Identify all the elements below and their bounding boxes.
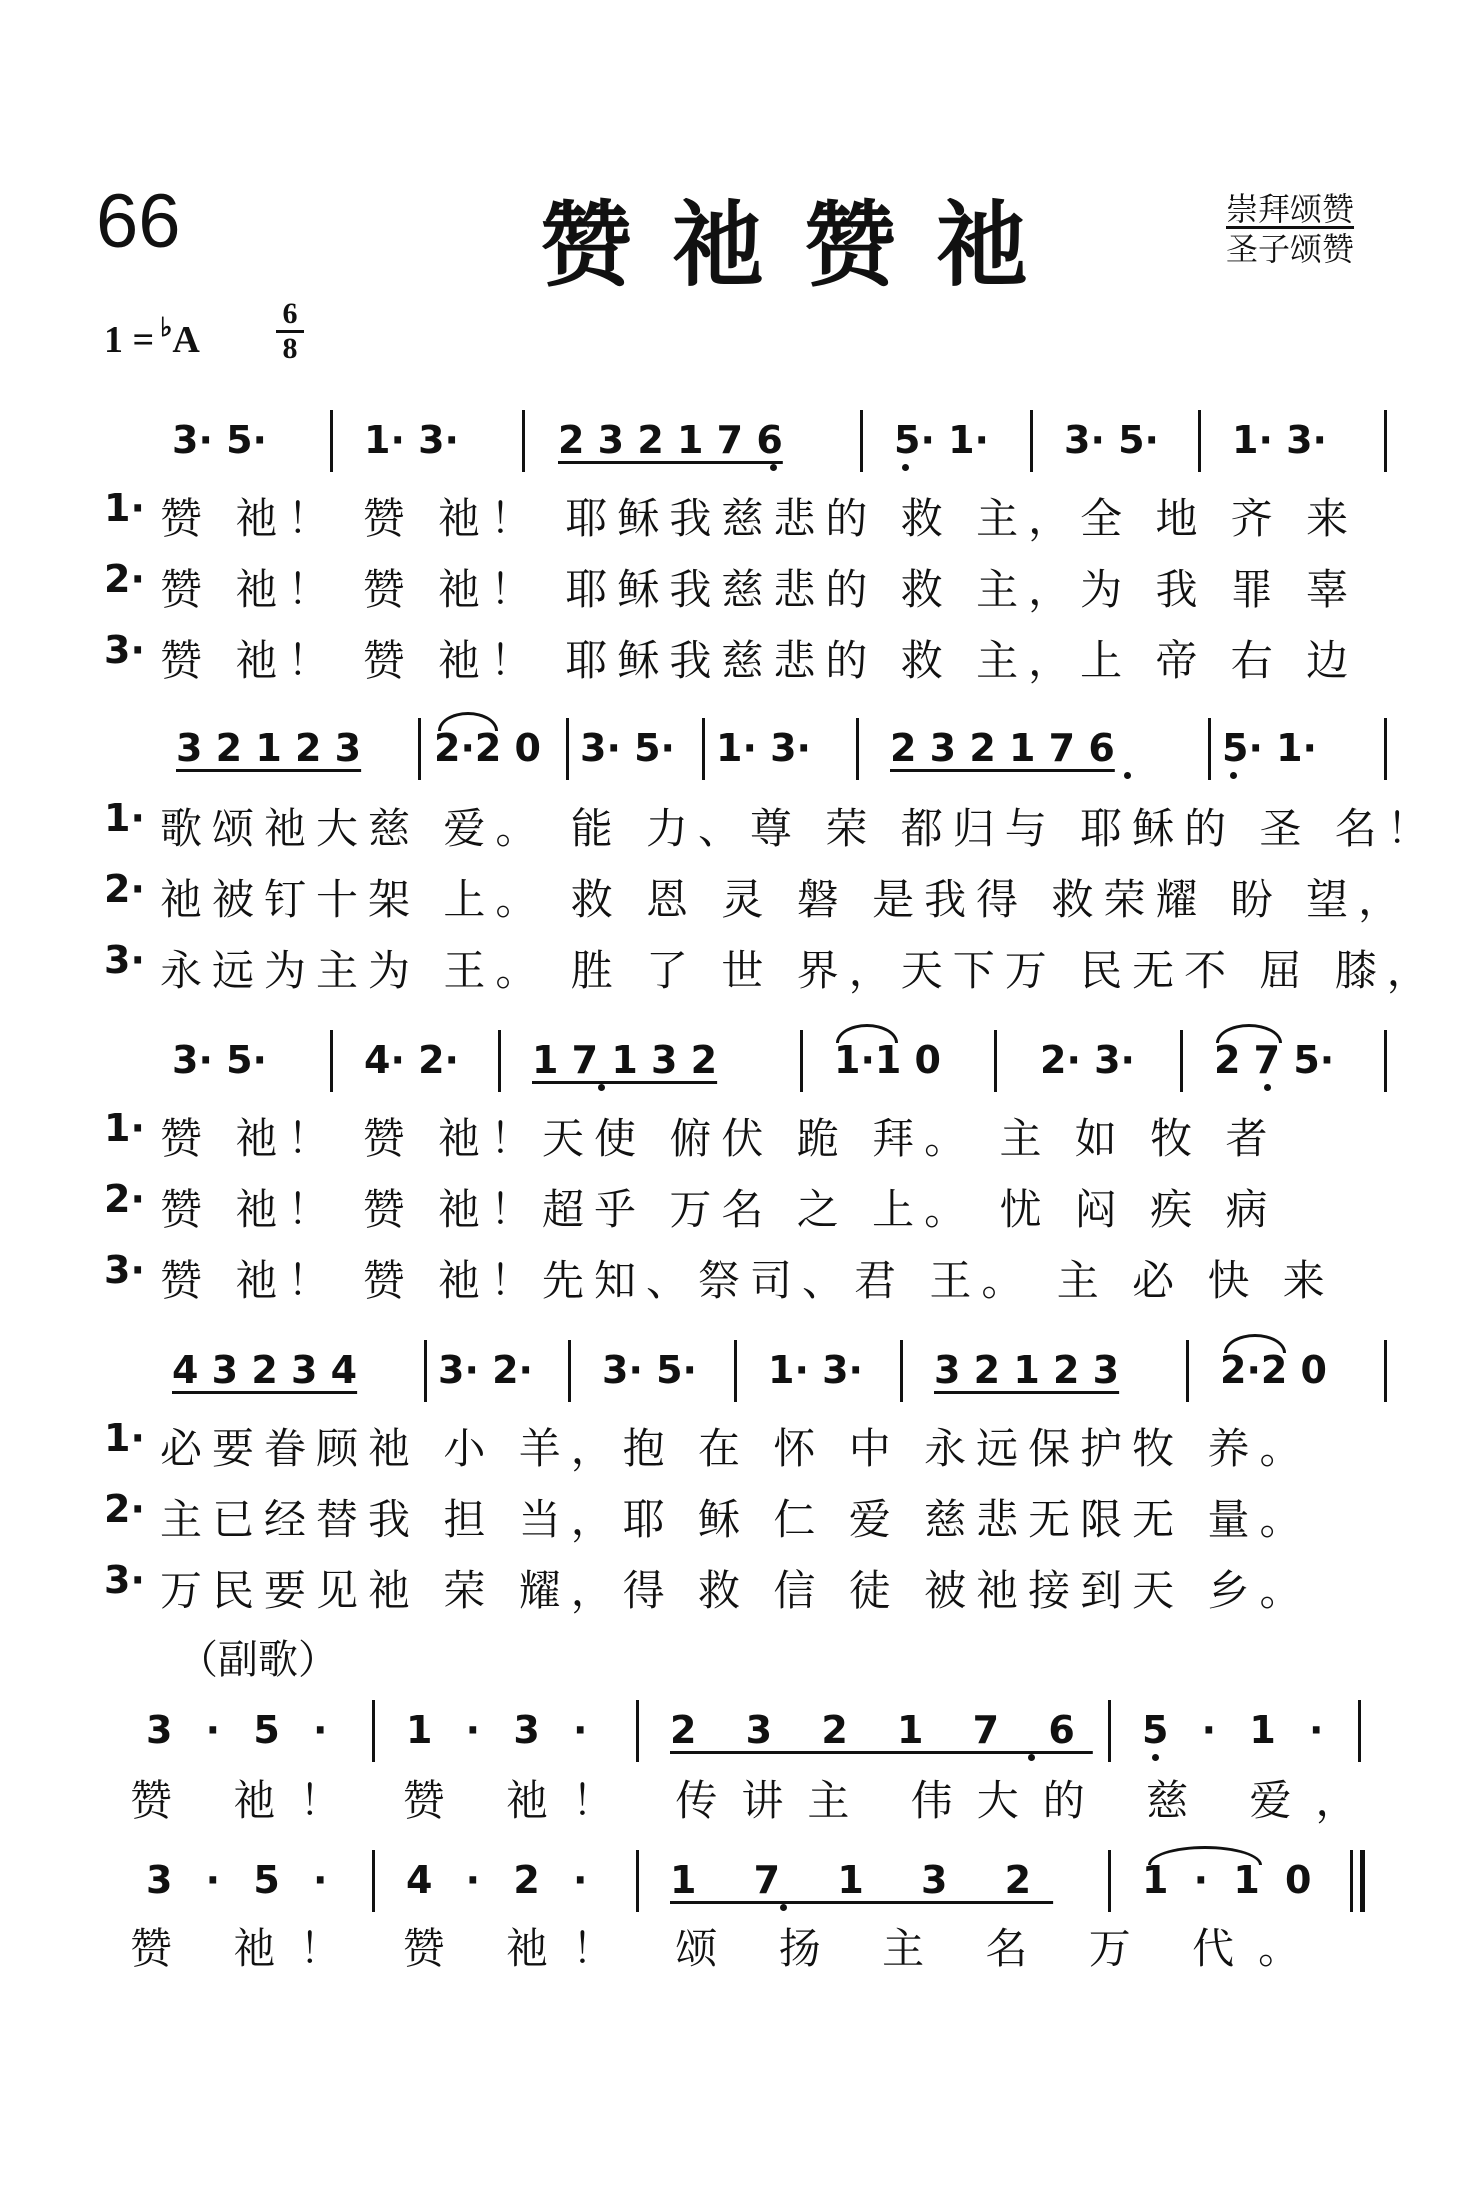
- measure: 5· 1·: [1222, 726, 1317, 770]
- verse-number: 2·: [104, 1177, 145, 1221]
- chorus-lyric-line-2: 赞 祂！ 赞 祂！ 颂 扬 主 名 万 代。: [130, 1924, 1325, 1973]
- barline: [418, 718, 421, 780]
- measure: 2 3 2 1 7 6: [890, 726, 1115, 770]
- measure: 1· 3·: [1232, 418, 1327, 462]
- measure: 1· 3·: [716, 726, 811, 770]
- final-barline-thick: [1360, 1850, 1365, 1912]
- barline: [900, 1340, 903, 1402]
- lyric-text: 必要眷顾祂 小 羊，抱 在 怀 中 永远保护牧 养。: [160, 1424, 1312, 1473]
- barline: [1208, 718, 1211, 780]
- lyric-line: [0, 1171, 1477, 1234]
- measure: 2 3 2 1 7 6: [558, 418, 783, 462]
- measure: 1 7 1 3 2: [532, 1038, 718, 1082]
- lyric-line: [0, 622, 1477, 685]
- barline: [568, 1340, 571, 1402]
- measure: 4· 2·: [364, 1038, 459, 1082]
- barline: [372, 1700, 375, 1762]
- low-octave-dot: [598, 1084, 605, 1091]
- verse-number: 2·: [104, 1487, 145, 1531]
- lyric-text: 主已经替我 担 当，耶 稣 仁 爱 慈悲无限无 量。: [160, 1495, 1312, 1544]
- low-octave-dot: [780, 1904, 787, 1911]
- measure: 3· 5·: [580, 726, 675, 770]
- barline: [1108, 1850, 1111, 1912]
- measure: 1 · 1 0: [1142, 1858, 1318, 1902]
- measure: 3· 2·: [438, 1348, 533, 1392]
- barline: [1186, 1340, 1189, 1402]
- verse-number: 1·: [104, 796, 145, 840]
- lyric-text: 歌颂祂大慈 爱。 能 力、尊 荣 都归与 耶稣的 圣 名！: [160, 804, 1439, 853]
- notation-line: [0, 410, 1477, 470]
- measure: 2 7 5·: [1214, 1038, 1335, 1082]
- measure: 2 3 2 1 7 6: [670, 1708, 1093, 1752]
- lyric-text: 赞 祂！ 赞 祂！ 耶稣我慈悲的 救 主，为 我 罪 辜: [160, 565, 1359, 614]
- lyric-line: [0, 480, 1477, 543]
- key-signature: [104, 313, 200, 362]
- notation-line: [0, 1340, 1477, 1400]
- barline: [734, 1340, 737, 1402]
- measure: 3 2 1 2 3: [934, 1348, 1120, 1392]
- barline: [522, 410, 525, 472]
- lyric-text: 赞 祂！ 赞 祂！先知、祭司、君 王。 主 必 快 来: [160, 1256, 1335, 1305]
- lyric-line: [0, 932, 1477, 995]
- lyric-text: 万民要见祂 荣 耀，得 救 信 徒 被祂接到天 乡。: [160, 1566, 1312, 1615]
- lyric-line: [0, 1552, 1477, 1615]
- measure: 5· 1·: [894, 418, 989, 462]
- barline: [1384, 718, 1387, 780]
- measure: 3 2 1 2 3: [176, 726, 362, 770]
- barline: [1108, 1700, 1111, 1762]
- category-label-1: 崇拜颂赞: [1226, 190, 1355, 228]
- low-octave-dot: [1028, 1754, 1035, 1761]
- low-octave-dot: [770, 464, 777, 471]
- lyric-text: 赞 祂！ 赞 祂！天使 俯伏 跪 拜。 主 如 牧 者: [160, 1114, 1278, 1163]
- measure: 1· 3·: [364, 418, 459, 462]
- measure: 4 3 2 3 4: [172, 1348, 358, 1392]
- measure: 3· 5·: [172, 418, 267, 462]
- lyric-line: [0, 551, 1477, 614]
- verse-number: 1·: [104, 1106, 145, 1150]
- barline: [566, 718, 569, 780]
- verse-number: 2·: [104, 557, 145, 601]
- measure: 5 · 1 ·: [1142, 1708, 1334, 1752]
- barline: [636, 1700, 639, 1762]
- barline: [1180, 1030, 1183, 1092]
- barline: [1384, 1340, 1387, 1402]
- key-one-equals: 1 =: [104, 319, 155, 361]
- barline: [994, 1030, 997, 1092]
- lyric-text: 赞 祂！ 赞 祂！ 耶稣我慈悲的 救 主，全 地 齐 来: [160, 494, 1359, 543]
- measure: 1 · 3 ·: [406, 1708, 598, 1752]
- chorus-label: （副歌）: [178, 1637, 338, 1683]
- measure: 2·2 0: [434, 726, 541, 770]
- flat-sign: ♭: [160, 313, 173, 342]
- barline: [1384, 1030, 1387, 1092]
- lyric-line: [0, 1242, 1477, 1305]
- lyric-line: [0, 861, 1477, 924]
- lyric-text: 赞 祂！ 赞 祂！超乎 万名 之 上。 忧 闷 疾 病: [160, 1185, 1278, 1234]
- verse-number: 1·: [104, 486, 145, 530]
- barline: [424, 1340, 427, 1402]
- key-letter: A: [172, 319, 200, 361]
- measure: 4 · 2 ·: [406, 1858, 598, 1902]
- category-label-2: 圣子颂赞: [1226, 230, 1355, 268]
- notation-line: [0, 1850, 1477, 1910]
- notation-line: [0, 1700, 1477, 1760]
- low-octave-dot: [1152, 1754, 1159, 1761]
- lyric-line: [0, 790, 1477, 853]
- time-signature: [276, 298, 304, 365]
- measure: 1 7 1 3 2: [670, 1858, 1054, 1902]
- verse-number: 1·: [104, 1416, 145, 1460]
- barline: [1198, 410, 1201, 472]
- verse-number: 3·: [104, 628, 145, 672]
- barline: [636, 1850, 639, 1912]
- barline: [1384, 410, 1387, 472]
- measure: 1· 3·: [768, 1348, 863, 1392]
- barline: [800, 1030, 803, 1092]
- low-octave-dot: [1124, 772, 1131, 779]
- low-octave-dot: [902, 464, 909, 471]
- lyric-line: [0, 1481, 1477, 1544]
- low-octave-dot: [1230, 772, 1237, 779]
- measure: 3 · 5 ·: [146, 1708, 338, 1752]
- barline: [372, 1850, 375, 1912]
- lyric-text: 赞 祂！ 赞 祂！ 耶稣我慈悲的 救 主，上 帝 右 边: [160, 636, 1359, 685]
- barline: [330, 410, 333, 472]
- lyric-text: 祂被钉十架 上。 救 恩 灵 磐 是我得 救荣耀 盼 望，: [160, 875, 1411, 924]
- time-top: 6: [282, 297, 298, 330]
- lyric-line: [0, 1410, 1477, 1473]
- measure: 2· 3·: [1040, 1038, 1135, 1082]
- verse-number: 3·: [104, 938, 145, 982]
- time-bottom: 8: [276, 330, 304, 365]
- measure: 1·1 0: [834, 1038, 941, 1082]
- barline: [1030, 410, 1033, 472]
- measure: 3 · 5 ·: [146, 1858, 338, 1902]
- barline: [856, 718, 859, 780]
- hymn-number: 66: [96, 179, 181, 264]
- lyric-text: 永远为主为 王。 胜 了 世 界，天下万 民无不 屈 膝，: [160, 946, 1439, 995]
- barline: [860, 410, 863, 472]
- notation-line: [0, 718, 1477, 778]
- final-barline-thin: [1350, 1850, 1353, 1912]
- measure: 3· 5·: [602, 1348, 697, 1392]
- measure: 3· 5·: [1064, 418, 1159, 462]
- barline: [330, 1030, 333, 1092]
- lyric-line: [0, 1100, 1477, 1163]
- notation-line: [0, 1030, 1477, 1090]
- barline: [1358, 1700, 1361, 1762]
- page-title: 赞祂赞祂: [540, 192, 1069, 299]
- measure: 3· 5·: [172, 1038, 267, 1082]
- chorus-lyric-line-1: 赞 祂！ 赞 祂！ 传讲主 伟大的 慈 爱，: [130, 1776, 1382, 1825]
- verse-number: 3·: [104, 1248, 145, 1292]
- barline: [498, 1030, 501, 1092]
- measure: 2·2 0: [1220, 1348, 1327, 1392]
- barline: [702, 718, 705, 780]
- verse-number: 2·: [104, 867, 145, 911]
- low-octave-dot: [1264, 1084, 1271, 1091]
- verse-number: 3·: [104, 1558, 145, 1602]
